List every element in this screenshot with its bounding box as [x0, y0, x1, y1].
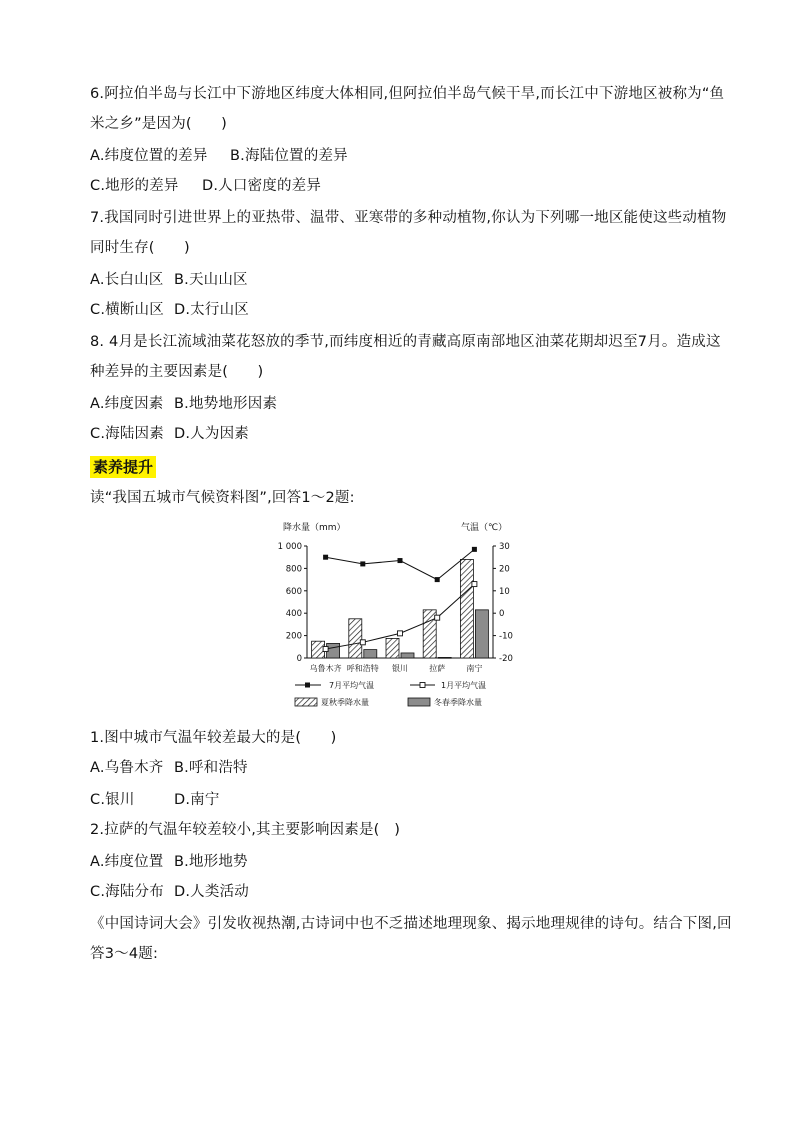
- legend-jan-marker: [420, 683, 425, 688]
- point-july-temp: [435, 577, 440, 582]
- legend-winter-swatch: [408, 698, 430, 706]
- bar-winter-precip: [401, 653, 414, 658]
- q2-option-d: D.人类活动: [174, 884, 249, 900]
- q8-stem-line1: 8. 4月是长江流域油菜花怒放的季节,而纬度相近的青藏高原南部地区油菜花期却迟至7月。造成这: [90, 334, 721, 350]
- y-right-tick-label: 20: [499, 564, 510, 575]
- q8-option-c: C.海陆因素: [90, 426, 164, 442]
- bar-winter-precip: [438, 657, 451, 658]
- point-jan-temp: [360, 640, 365, 645]
- y-right-tick-label: 0: [499, 609, 505, 620]
- point-july-temp: [360, 561, 365, 566]
- climate-chart: [275, 512, 525, 712]
- point-jan-temp: [323, 647, 328, 652]
- q2-option-a: A.纬度位置: [90, 854, 164, 870]
- bar-summer-precip: [349, 619, 362, 658]
- bar-summer-precip: [460, 559, 473, 658]
- legend-winter-label: 冬春季降水量: [434, 698, 482, 707]
- q7-stem-line1: 7.我国同时引进世界上的亚热带、温带、亚寒带的多种动植物,你认为下列哪一地区能使这些动植物: [90, 210, 727, 226]
- q1-stem: 1.图中城市气温年较差最大的是( ): [90, 730, 337, 746]
- intro-chart-questions: 读“我国五城市气候资料图”,回答1～2题:: [90, 490, 355, 506]
- y-right-tick-label: 10: [499, 586, 510, 597]
- intro-poetry-line1: 《中国诗词大会》引发收视热潮,古诗词中也不乏描述地理现象、揭示地理规律的诗句。结合下图,回: [90, 916, 732, 932]
- y-right-tick-label: -10: [499, 631, 513, 642]
- q8-stem-line2: 种差异的主要因素是( ): [90, 364, 264, 380]
- y-axis-left-ticks: [278, 542, 307, 664]
- y-axis-left-label: 降水量（mm）: [283, 523, 346, 533]
- q7-option-d: D.太行山区: [174, 302, 249, 318]
- legend-summer-swatch: [295, 698, 317, 706]
- y-axis-right-ticks: [493, 542, 513, 664]
- q8-option-a: A.纬度因素: [90, 396, 164, 412]
- y-left-tick-label: 800: [285, 564, 302, 575]
- legend-july-label: 7月平均气温: [329, 681, 375, 690]
- point-jan-temp: [435, 615, 440, 620]
- bar-winter-precip: [327, 643, 340, 658]
- y-left-tick-label: 1 000: [277, 542, 302, 552]
- q2-stem: 2.拉萨的气温年较差较小,其主要影响因素是( ): [90, 822, 401, 838]
- q1-option-c: C.银川: [90, 792, 135, 808]
- q8-option-d: D.人为因素: [174, 426, 249, 442]
- x-axis-category-labels: [310, 663, 483, 673]
- q7-option-a: A.长白山区: [90, 272, 164, 288]
- legend-summer-label: 夏秋季降水量: [321, 698, 369, 707]
- bar-summer-precip: [312, 641, 325, 658]
- legend-july-marker: [305, 683, 310, 688]
- y-left-tick-label: 600: [285, 586, 302, 597]
- chart-legend: [295, 680, 486, 707]
- x-category-label: 拉萨: [429, 664, 446, 673]
- y-right-tick-label: 30: [499, 542, 510, 552]
- q7-stem-line2: 同时生存( ): [90, 240, 190, 256]
- q6-option-c: C.地形的差异: [90, 178, 179, 194]
- q2-option-b: B.地形地势: [174, 854, 248, 870]
- line-jan-temp: [326, 584, 475, 649]
- y-right-tick-label: -20: [499, 654, 513, 664]
- point-july-temp: [472, 547, 477, 552]
- y-left-tick-label: 0: [296, 654, 302, 664]
- y-left-tick-label: 400: [285, 609, 302, 620]
- y-axis-right-label: 气温（℃）: [461, 523, 508, 533]
- precipitation-bars: [312, 559, 489, 658]
- q1-option-a: A.乌鲁木齐: [90, 760, 164, 776]
- intro-poetry-line2: 答3～4题:: [90, 946, 159, 962]
- x-category-label: 乌鲁木齐: [309, 664, 342, 673]
- y-left-tick-label: 200: [285, 631, 302, 642]
- q6-option-d: D.人口密度的差异: [202, 178, 322, 194]
- x-category-label: 南宁: [466, 664, 483, 673]
- section-title-badge: 素养提升: [90, 456, 156, 478]
- q7-option-b: B.天山山区: [174, 272, 248, 288]
- q1-option-b: B.呼和浩特: [174, 760, 248, 776]
- bar-winter-precip: [475, 610, 488, 658]
- line-july-temp: [326, 549, 475, 579]
- point-jan-temp: [398, 631, 403, 636]
- q6-option-a: A.纬度位置的差异: [90, 148, 208, 164]
- x-category-label: 银川: [392, 664, 408, 673]
- legend-jan-label: 1月平均气温: [441, 681, 487, 690]
- point-july-temp: [398, 558, 403, 563]
- bar-winter-precip: [364, 650, 377, 658]
- q6-stem-line1: 6.阿拉伯半岛与长江中下游地区纬度大体相同,但阿拉伯半岛气候干旱,而长江中下游地区被称为“鱼: [90, 86, 725, 102]
- bar-summer-precip: [386, 638, 399, 658]
- q6-stem-line2: 米之乡”是因为( ): [90, 116, 228, 132]
- point-jan-temp: [472, 582, 477, 587]
- q1-option-d: D.南宁: [174, 792, 220, 808]
- point-july-temp: [323, 555, 328, 560]
- temperature-lines: [323, 547, 477, 652]
- q6-option-b: B.海陆位置的差异: [230, 148, 348, 164]
- x-category-label: 呼和浩特: [346, 664, 379, 673]
- q8-option-b: B.地势地形因素: [174, 396, 278, 412]
- q2-option-c: C.海陆分布: [90, 884, 164, 900]
- q7-option-c: C.横断山区: [90, 302, 164, 318]
